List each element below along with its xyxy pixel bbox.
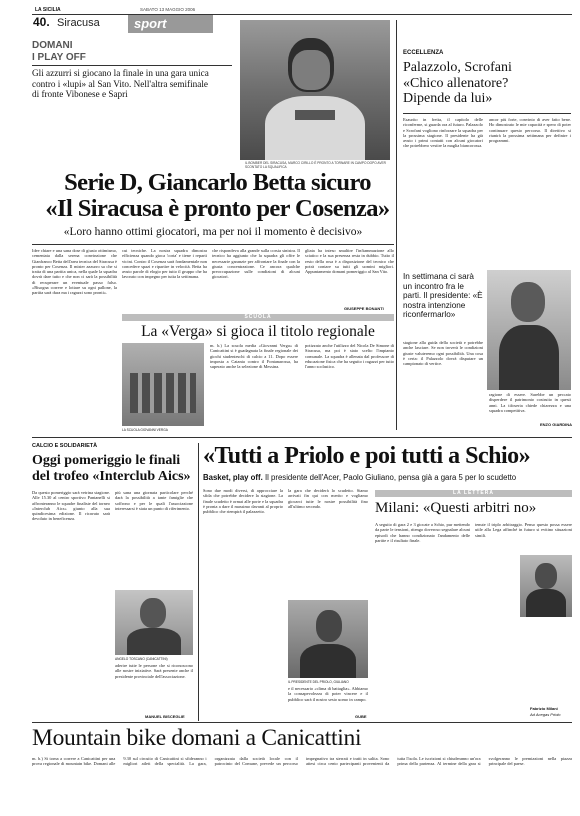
sidebar-kicker: ECCELLENZA: [403, 50, 444, 56]
main-body-2: cui tecniche. La nostra squadra dimostra efficienza quando gioca 'corta' e tiene i reparti vicini. Contro il Cosenza sarà fondamentale non concedere spazi e ripartire in velocità. Betta ha avuto parole di elogio per tutto il gruppo che ha lavorato con impegno per tutta la settimana.: [122, 248, 207, 280]
section-name: Siracusa: [57, 17, 100, 29]
lettera-photo: [520, 555, 572, 617]
sidebar-body-4: ragione di essere. Sarebbe un peccato disperdere il patrimonio costruito in questi anni. La tifoseria chiede chiarezza e una squadra competitiva.: [489, 392, 571, 413]
main-photo-caption: IL BOMBER DEL SIRACUSA, MARCO CIRILLO È PRONTO A TORNARE IN CAMPO DOPO AVER SCONTATO LA SQUALIFICA: [245, 161, 386, 169]
basket-body-2: la gara che deciderà lo scudetto. Siamo arrivati fin qui con merito e vogliamo giocarci tutte le nostre possibilità fino all'ultimo secondo.: [288, 488, 368, 509]
basket-body-1: Sono due modi diversi, di approcciare la sfida che potrebbe decidere la stagione. La finale scudetto è ormai alle porte e la squadra è pronta a dare il massimo davanti al proprio pubblico che riempirà il palazzetto.: [203, 488, 283, 515]
lettera-byline: Fabrizio Milani: [530, 706, 558, 711]
main-body-3: che rispondeva alla grande sulla corsia sinistra. Il tecnico ha aggiunto che la squadra gli offre le necessarie garanzie per affrontare la finale con la giusta concentrazione. Ce ancora qualche preoccupazione sulle condizioni di alcuni giocatori.: [212, 248, 300, 280]
calcio-photo-caption: ANGELO TOSCANO (CANICATTINI): [115, 657, 168, 661]
calcio-body-1: Da questo pomeriggio sarà vetrina stagione. Alle 15.30 al centro sportivo Pantanelli si affronteranno le squadre finaliste del torneo «Interclub Aics» giunto alla sua quindicesima edizione. Il ricavato sarà devoluto in beneficenza.: [32, 490, 110, 522]
teaser-text: Gli azzurri si giocano la finale in una gara unica contro i «lupi» al San Vito. Nell'altra semifinale di fronte Vibonese e Sapri: [32, 68, 209, 99]
page-number: 40.: [33, 15, 50, 29]
scuola-body-1: m. b.) La scuola media «Giovanni Verga» di Canicattini si è guadagnata la finale regionale dei giochi studenteschi di calcio a 11. Dopo essere imposta a Catania contro il Fontanarossa, ha superato anche la selezione di Messina.: [210, 343, 298, 370]
sidebar-pullquote: In settimana ci sarà un incontro fra le parti. Il presidente: «È nostra intenzione riconfermarlo»: [403, 272, 483, 319]
main-body-1: Idee chiare e una sana dose di giusto ottimismo, cementata dalla serena convinzione che Gianfranco Betta dell'area tecnica del Siracusa è pronto per Cosenza. Il mister azzurro sa che si tratta di una partita unica, nella quale la squadra dovrà dare tutto e che non ci sarà la possibilità di recuperare un eventuale passo falso. «Bisogna correre e lottare su ogni pallone, la partita sarà dura ma i ragazzi sono pronti».: [32, 248, 117, 296]
main-body-4: gliata ha inteso smaltire l'infiammazione allo sciatico e la sua presenza resta in dubbio. Tutto il resto della rosa è a disposizione del tecnico che potrà contare su tutti gli uomini migliori. Appuntamento domani pomeriggio al San Vito.: [305, 248, 394, 275]
lettera-headline: Milani: «Questi arbitri no»: [375, 500, 537, 516]
basket-subhead: [203, 473, 573, 482]
calcio-kicker: CALCIO E SOLIDARIETÀ: [32, 443, 98, 449]
sidebar-byline: ENZO GIARDINA: [540, 422, 572, 427]
calcio-body-3: aderire tutte le persone che si riconoscono alle nostre iniziative. Sarà presente anche il presidente provinciale dell'associazione.: [115, 663, 193, 679]
lettera-body-1: A seguito di gara 2 e 3 giocate a Schio, pur mettendo da parte le tensioni, ritengo doveroso segnalare alcuni episodi che hanno condizionato l'andamento delle partite e il risultato finale.: [375, 522, 470, 543]
basket-subhead-text: Il presidente dell'Acer, Paolo Giuliano, pensa già a gara 5 per lo scudetto: [264, 473, 517, 482]
sidebar-body-2: ancor più forte, convinto di aver fatto bene. Ho dimostrato le mie capacità e spero di poter continuare questo percorso. Il direttivo si riunirà la prossima settimana per definire i programmi.: [489, 117, 571, 144]
main-headline-2: «Il Siracusa è pronto per Cosenza»: [45, 195, 390, 222]
calcio-headline-2: del trofeo «Interclub Aics»: [32, 468, 191, 484]
bottom-body: m. b.) Si torna a correre a Canicattini per una prova regionale di mountain bike. Domani alle 9.30 sul circuito di Canicattini si sfideranno i migliori atleti della specialità. La gara, organizzata dalla società locale con il patrocinio del Comune, prevede un percorso impegnativo tra sterrati e tratti in salita. Sono attesi circa cento partecipanti provenienti da tutta l'isola. Le iscrizioni si chiuderanno un'ora prima della partenza. Al termine della gara si svolgeranno le premiazioni nella piazza principale del paese.: [32, 756, 572, 767]
main-byline: GIUSEPPE BONANTI: [344, 306, 384, 311]
calcio-byline: MANUEL BISCEGLIE: [145, 714, 185, 719]
basket-body-3: e il necessario «clima di battaglia». Abbiamo la consapevolezza di poter vincere e il pubblico sarà il nostro sesto uomo in campo.: [288, 686, 368, 702]
scuola-photo: [122, 343, 204, 426]
basket-photo-caption: IL PRESIDENTE DEL PRIOLO, GIULIANO: [288, 680, 349, 684]
sidebar-body-3: stagione alla guida della società e potrebbe anche lasciare. Se non troverà le condizioni giuste valuteremo ogni possibilità. Una cosa è certa: il Palazzolo dovrà disputare un campionato di vertice.: [403, 340, 483, 367]
main-photo: [240, 20, 390, 160]
scuola-kicker: SCUOLA: [122, 314, 394, 321]
calcio-photo: [115, 590, 193, 655]
paper-name: LA SICILIA: [35, 7, 61, 13]
sidebar-photo: [487, 270, 571, 390]
main-headline-1: Serie D, Giancarlo Betta sicuro: [64, 169, 371, 196]
main-headline: [40, 170, 395, 222]
sidebar-headline-3: Dipende da lui»: [403, 91, 493, 106]
scuola-photo-caption: LA SCUOLA GIOVANNI VERGA: [122, 428, 168, 432]
scuola-headline: La «Verga» si gioca il titolo regionale: [141, 323, 375, 340]
main-subhead: «Loro hanno ottimi giocatori, ma per noi il momento è decisivo»: [63, 226, 363, 238]
calcio-headline: [32, 453, 192, 484]
sidebar-headline-1: Palazzolo, Scrofani: [403, 60, 512, 75]
sidebar-body-1: Esaurito in fretta, il capitolo delle riconferme, si guarda ora al futuro. Palazzolo e Scrofani vogliono rinforzare la squadra per la prossima stagione. Il presidente ha già avuto i primi contatti con alcuni giocatori che potrebbero vestire la maglia biancorossa.: [403, 117, 483, 149]
basket-subhead-label: Basket, play off.: [203, 473, 263, 482]
bottom-headline: Mountain bike domani a Canicattini: [32, 725, 362, 751]
lettera-body-2: tenute il triplo arbitraggio. Penso questo possa essere utile alla Lega affinché in futuro si evitino situazioni simili.: [475, 522, 572, 538]
sidebar-headline: [403, 60, 573, 107]
scuola-body-2: potizzato anche l'utilizzo del Nicola De Simone di Siracusa, ma poi è stato scelto l'impianto comunale. La squadra è allenata dal professore di educazione fisica che ha seguito i ragazzi per tutto l'anno scolastico.: [305, 343, 394, 370]
issue-date: SABATO 13 MAGGIO 2006: [140, 7, 196, 12]
lettera-byline-2: Ad Acegas Priolo: [530, 712, 561, 717]
sidebar-headline-2: «Chico allenatore?: [403, 75, 509, 91]
lettera-kicker: LA LETTERA: [375, 490, 572, 497]
teaser-kicker: DOMANI: [32, 40, 73, 51]
basket-byline: GUBE: [355, 714, 367, 719]
calcio-body-2: più sana una giornata particolare perché darà la possibilità a tante famiglie che soffrono e per le quali l'associazione interessarsi è stata un punto di riferimento.: [115, 490, 193, 511]
basket-headline: «Tutti a Priolo e poi tutti a Schio»: [203, 443, 531, 469]
category-tab: sport: [128, 15, 213, 33]
basket-photo: [288, 600, 368, 678]
teaser-kicker-2: I PLAY OFF: [32, 52, 86, 63]
calcio-headline-1: Oggi pomeriggio le finali: [32, 453, 181, 468]
